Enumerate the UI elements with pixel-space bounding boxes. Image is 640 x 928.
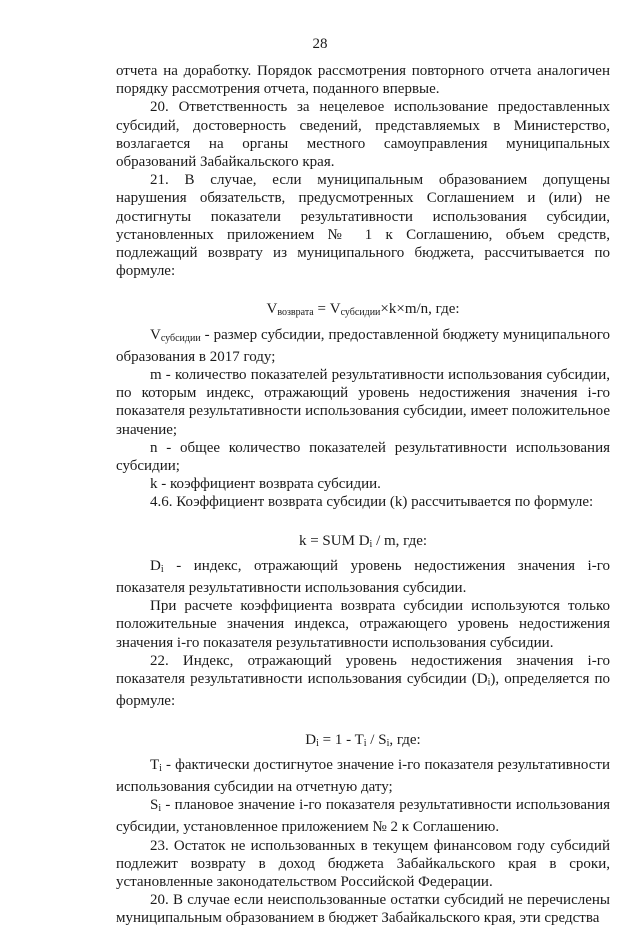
definition-d-index: $D_i$ - индекс, отражающий уровень недостижения значения i-го показателя результативности использования субсидии. — [116, 557, 610, 597]
paragraph-positive-values: При расчете коэффициента возврата субсидии используются только положительные значения индекса, отражающего уровень недостижения значения i-го показателя результативности использования субсидии. — [116, 598, 610, 651]
paragraph-21-return-volume: 21. В случае, если муниципальным образованием допущены нарушения обязательств, предусмотренных Соглашением и (или) не достигнуты показатели результативности использования субсидии, установленных приложением № 1 к Соглашению, объем средств, подлежащий возврату из муниципального бюджета, рассчитывается по формуле: — [116, 172, 610, 280]
page-number: 28 — [312, 36, 328, 52]
document-body — [116, 62, 610, 928]
paragraph-report-revision: отчета на доработку. Порядок рассмотрения повторного отчета аналогичен порядку рассмотрения отчета, поданного впервые. — [116, 63, 610, 98]
definition-n: n - общее количество показателей результативности использования субсидии; — [116, 439, 610, 475]
definition-v-subsidy: $V_{субсидии}$ - размер субсидии, предоставленной бюджету муниципального образования в 2017 году; — [116, 326, 610, 365]
formula-return-volume: $V_{возврата} = V_{субсидии}\times k\times m/n$, где: — [266, 301, 460, 319]
paragraph-23-remainder: 23. Остаток не использованных в текущем финансовом году субсидий подлежит возврату в доход бюджета Забайкальского края в сроки, установленные законодательством Российской Федерации. — [116, 837, 610, 890]
definition-k: k - коэффициент возврата субсидии. — [150, 476, 381, 493]
definition-s-planned: $S_i$ - плановое значение i-го показателя результативности использования субсидии, установленное приложением № 2 к Соглашению. — [116, 797, 610, 836]
paragraph-20-responsibility: 20. Ответственность за нецелевое использование предоставленных субсидий, достоверность сведений, представляемых в Министерство, возлагается на органы местного самоуправления муниципальных образований Забайкальского края. — [116, 99, 610, 171]
paragraph-22-index: 22. Индекс, отражающий уровень недостижения значения i-го показателя результативности использования субсидии $(D_i)$, определяется по формуле: — [116, 652, 610, 710]
formula-coefficient: k = SUM $D_i$ / m, где: — [298, 532, 428, 550]
definition-m: m - количество показателей результативности использования субсидии, по которым индекс, отражающий уровень недостижения значения i-го показателя результативности использования субсидии, имеет положительное значение; — [116, 367, 610, 438]
definition-t-actual: $T_i$ - фактически достигнутое значение i-го показателя результативности использования субсидии на отчетную дату; — [116, 756, 610, 795]
paragraph-4-6-coefficient: 4.6. Коэффициент возврата субсидии (k) рассчитывается по формуле: — [150, 494, 594, 511]
formula-index: $D_i = 1 - T_i / S_i$, где: — [305, 731, 421, 749]
paragraph-20-unused-remainders: 20. В случае если неиспользованные остатки субсидий не перечислены муниципальным образованием в бюджет Забайкальского края, эти средства — [116, 892, 610, 927]
